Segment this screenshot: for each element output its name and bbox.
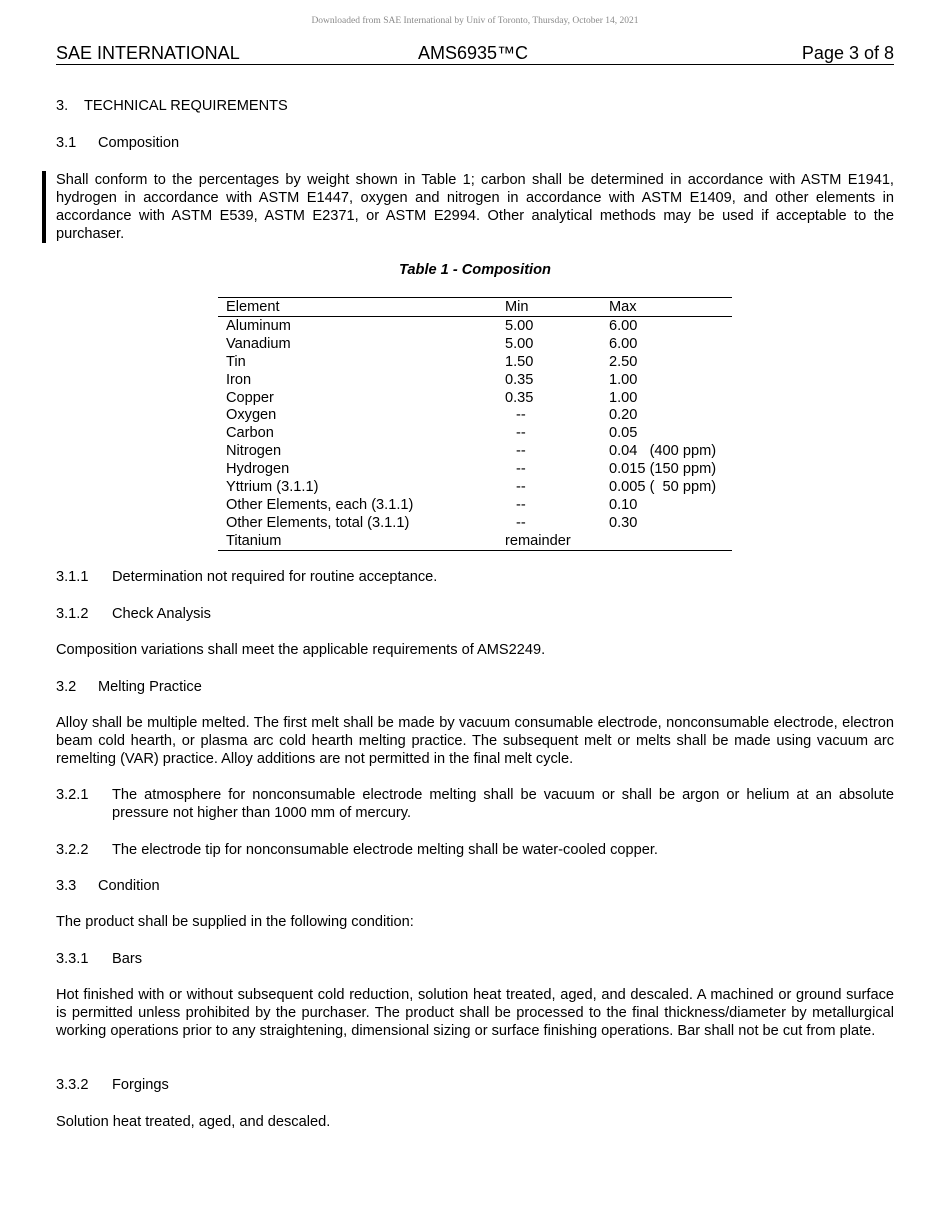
section-number: 3.2.1 [56, 787, 89, 803]
section-number: 3.2 [56, 679, 77, 695]
section-3-2-heading [56, 678, 202, 696]
section-3-3-1-heading [56, 950, 142, 968]
melting-practice-paragraph: Alloy shall be multiple melted. The first melt shall be made by vacuum consumable electrode, nonconsumable electrode, electron beam cold hearth, or plasma arc cold hearth melting practice. The subsequent melt or melts shall be made using vacuum arc remelting (VAR) practice. Alloy additions are not permitted in the final melt cycle. [56, 715, 894, 767]
table-row [218, 460, 732, 478]
cell-element: Hydrogen [226, 461, 290, 478]
section-number: 3.3 [56, 878, 77, 894]
cell-max: 0.015 (150 ppm) [609, 461, 717, 478]
section-title: Bars [112, 951, 143, 967]
section-number: 3.1 [56, 135, 77, 151]
section-3-1-1 [56, 568, 437, 586]
cell-max: 0.04 (400 ppm) [609, 443, 717, 460]
cell-min: 5.00 [505, 335, 534, 352]
page-header [56, 43, 894, 65]
table-row [218, 496, 732, 514]
section-number: 3.3.1 [56, 951, 89, 967]
section-3-3-heading [56, 877, 160, 895]
table-row [218, 371, 732, 389]
section-3-3-2-heading [56, 1076, 169, 1094]
table-row [218, 389, 732, 407]
condition-paragraph: The product shall be supplied in the following condition: [56, 914, 414, 930]
cell-min: -- [516, 479, 526, 496]
cell-min: -- [516, 407, 526, 424]
cell-max: 6.00 [609, 318, 638, 334]
table-row [218, 478, 732, 496]
cell-min: -- [516, 496, 526, 513]
download-watermark: Downloaded from SAE International by Univ of Toronto, Thursday, October 14, 2021 [311, 16, 639, 26]
cell-min: 1.50 [505, 353, 534, 370]
section-title: Composition [98, 135, 180, 151]
column-header-element: Element [226, 299, 280, 315]
cell-min: 5.00 [505, 318, 534, 334]
cell-element: Other Elements, each (3.1.1) [226, 496, 414, 513]
table-row [218, 442, 732, 460]
table-row [218, 424, 732, 442]
cell-element: Vanadium [226, 335, 291, 352]
section-title: Melting Practice [98, 679, 202, 695]
table-row [218, 532, 732, 550]
table-row [218, 406, 732, 424]
cell-max: 0.05 [609, 425, 638, 442]
table-row [218, 514, 732, 532]
table-title: Table 1 - Composition [399, 262, 551, 278]
cell-element: Titanium [226, 532, 282, 549]
section-3-2-1-text: The atmosphere for nonconsumable electrode melting shall be vacuum or shall be argon or helium at an absolute pressure not higher than 1000 mm of mercury. [112, 787, 894, 821]
section-title: TECHNICAL REQUIREMENTS [84, 98, 288, 114]
cell-min: 0.35 [505, 371, 534, 388]
cell-element: Aluminum [226, 318, 291, 334]
cell-max: 1.00 [609, 389, 638, 406]
header-document-number: AMS6935™C [418, 43, 529, 63]
cell-min: remainder [505, 532, 571, 549]
section-3-1-heading [56, 134, 179, 152]
cell-min: -- [516, 425, 526, 442]
cell-min: -- [516, 461, 526, 478]
section-text: Determination not required for routine acceptance. [112, 569, 438, 585]
header-page-number: Page 3 of 8 [801, 43, 894, 63]
cell-element: Yttrium (3.1.1) [226, 479, 319, 496]
composition-table [218, 297, 732, 551]
revision-change-bar [42, 171, 46, 243]
section-number: 3.1.1 [56, 569, 89, 585]
cell-element: Other Elements, total (3.1.1) [226, 514, 410, 531]
forgings-paragraph: Solution heat treated, aged, and descaled. [56, 1114, 331, 1130]
cell-max: 0.10 [609, 496, 638, 513]
table-row [218, 353, 732, 371]
cell-element: Tin [226, 353, 246, 370]
cell-element: Carbon [226, 425, 274, 442]
section-title: Check Analysis [112, 606, 211, 622]
header-organization: SAE INTERNATIONAL [56, 43, 240, 63]
cell-max: 0.30 [609, 514, 638, 531]
cell-element: Oxygen [226, 407, 277, 424]
cell-element: Nitrogen [226, 443, 282, 460]
check-analysis-paragraph: Composition variations shall meet the applicable requirements of AMS2249. [56, 642, 546, 658]
cell-element: Copper [226, 389, 274, 406]
section-number: 3. [56, 98, 69, 114]
section-title: Forgings [112, 1077, 169, 1093]
cell-min: -- [516, 443, 526, 460]
section-3-2-2 [56, 841, 658, 859]
section-text: The electrode tip for nonconsumable electrode melting shall be water-cooled copper. [112, 842, 658, 858]
table-header-row [218, 298, 732, 317]
table-row [218, 317, 732, 335]
cell-element: Iron [226, 371, 252, 388]
cell-min: -- [516, 514, 526, 531]
cell-max: 0.20 [609, 407, 638, 424]
cell-max: 1.00 [609, 371, 638, 388]
section-3-2-1-number [56, 786, 88, 804]
cell-max: 0.005 ( 50 ppm) [609, 479, 717, 496]
bars-paragraph: Hot finished with or without subsequent cold reduction, solution heat treated, aged, and descaled. A machined or ground surface is permitted unless prohibited by the purchaser. The product shall be processed to the final thickness/diameter by metallurgical working operations prior to any straightening, dimensional sizing or surface finishing operations. Bar shall not be cut from plate. [56, 987, 894, 1039]
section-title: Condition [98, 878, 160, 894]
cell-max: 6.00 [609, 335, 638, 352]
cell-max: 2.50 [609, 353, 638, 370]
section-3-heading [56, 97, 288, 115]
section-3-1-2-heading [56, 605, 211, 623]
section-number: 3.2.2 [56, 842, 89, 858]
section-number: 3.1.2 [56, 606, 89, 622]
composition-paragraph: Shall conform to the percentages by weight shown in Table 1; carbon shall be determined in accordance with ASTM E1941, hydrogen in accordance with ASTM E1447, oxygen and nitrogen in accordance with ASTM E1409, and other elements in accordance with ASTM E539, ASTM E2371, or ASTM E2994. Other analytical methods may be used if acceptable to the purchaser. [56, 172, 894, 242]
column-header-max: Max [609, 299, 637, 315]
table-row [218, 335, 732, 353]
section-number: 3.3.2 [56, 1077, 89, 1093]
column-header-min: Min [505, 299, 529, 315]
cell-min: 0.35 [505, 389, 534, 406]
